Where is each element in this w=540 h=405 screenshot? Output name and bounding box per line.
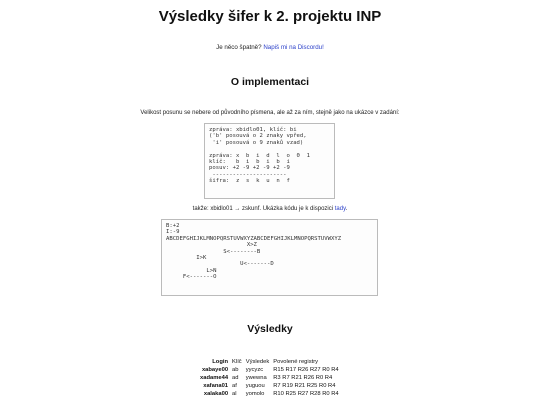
key-cell: al <box>232 391 237 397</box>
column-header-key: Klíč <box>232 359 242 365</box>
result-suffix: . <box>345 206 348 212</box>
login-cell: xadame44 <box>200 375 229 381</box>
results-table <box>198 358 341 398</box>
implementation-intro: Velikost posunu se nebere od původního písmena, ale až za ním, stejně jako na ukázce v zadání: <box>140 110 400 116</box>
discord-link[interactable]: Napiš mi na Discordu! <box>263 44 324 51</box>
table-row <box>198 366 341 374</box>
report-text: Je něco špatně? <box>216 44 262 51</box>
result-text: takže: xbidlo01 → zskunf. Ukázka kódu je k dispozici <box>192 206 334 212</box>
registers-cell: R7 R19 R21 R25 R0 R4 <box>273 383 336 389</box>
login-cell: xafana01 <box>203 383 229 389</box>
registers-cell: R3 R7 R21 R26 R0 R4 <box>273 375 333 381</box>
example-code-box: zpráva: xbidlo01, klíč: bi ('b' posouvá o 2 znaky vpřed, 'i' posouvá o 9 znaků vzad) zpráva: x b i d l o 0 1 klíč: b i b i b i posuv: +2 -9 +2 -9 +2 -9 ---------------------- šifra: z s k u n f <box>204 123 335 199</box>
results-heading: Výsledky <box>247 323 293 335</box>
implementation-heading: O implementaci <box>230 76 310 88</box>
result-cell: yuguou <box>245 383 265 389</box>
alphabet-shift-box: B:+2 I:-9 ABCDEFGHIJKLMNOPQRSTUVWXYZABCDEFGHIJKLMNOPQRSTUVWXYZ X>Z S<--------B I>K U<-------D L>N F<-------O <box>161 219 378 296</box>
results-header-row <box>198 358 341 366</box>
code-sample-link[interactable]: tady <box>334 206 346 212</box>
key-cell: af <box>232 383 237 389</box>
key-cell: ad <box>232 375 239 381</box>
registers-cell: R10 R25 R27 R28 R0 R4 <box>273 391 339 397</box>
table-row <box>198 374 341 382</box>
report-line <box>0 44 540 51</box>
table-row <box>198 390 341 398</box>
registers-cell: R15 R17 R26 R27 R0 R4 <box>273 367 339 373</box>
login-cell: xalaka00 <box>203 391 229 397</box>
column-header-login: Login <box>212 359 229 365</box>
login-cell: xabaye00 <box>201 367 229 373</box>
result-line <box>0 206 540 212</box>
result-cell: yycyzc <box>245 367 264 373</box>
table-row <box>198 382 341 390</box>
page-title: Výsledky šifer k 2. projektu INP <box>158 8 382 25</box>
column-header-result: Výsledek <box>245 359 270 365</box>
result-cell: ywewna <box>245 375 267 381</box>
result-cell: yomolo <box>245 391 265 397</box>
key-cell: ab <box>232 367 239 373</box>
column-header-registers: Povolené registry <box>273 359 319 365</box>
